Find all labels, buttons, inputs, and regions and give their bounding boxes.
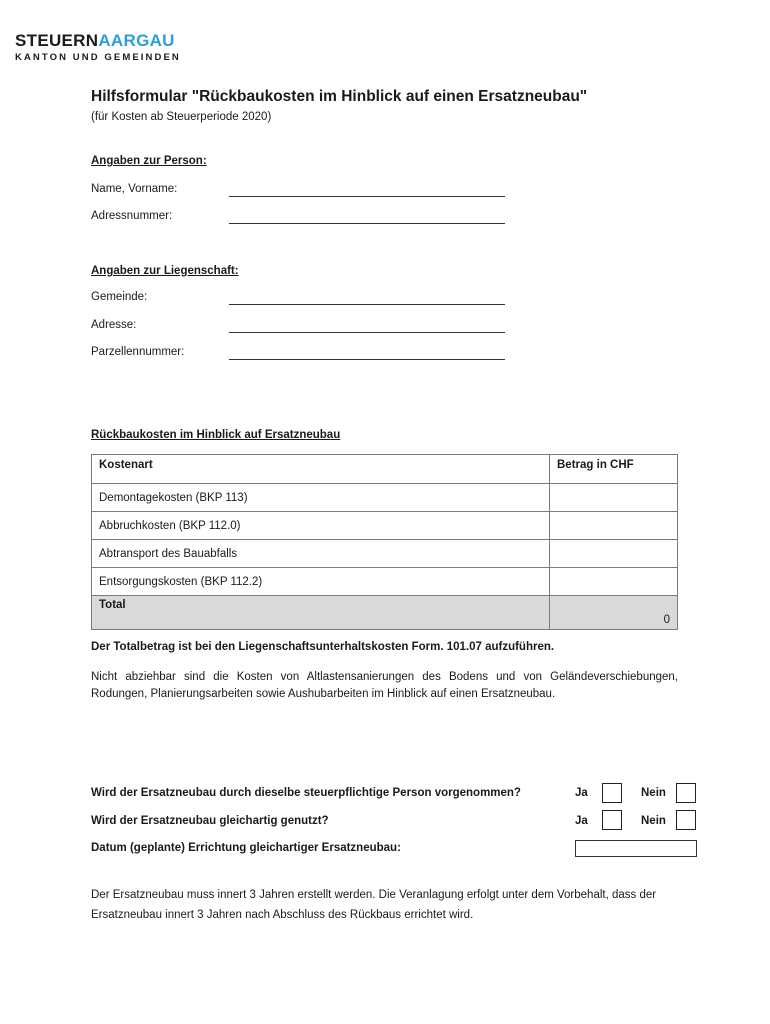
q2-yes-checkbox[interactable] [602,810,622,830]
question-date: Datum (geplante) Errichtung gleichartiger Ersatzneubau: [91,842,401,854]
name-label: Name, Vorname: [91,183,178,195]
q2-no-label: Nein [641,815,666,827]
q1-yes-label: Ja [575,787,588,799]
q2-no-checkbox[interactable] [676,810,696,830]
amount-input[interactable] [550,568,678,596]
q2-yes-label: Ja [575,815,588,827]
municipality-field[interactable] [229,304,505,305]
form-title: Hilfsformular "Rückbaukosten im Hinblick auf einen Ersatzneubau" [91,88,588,105]
table-row [92,512,678,540]
not-deductible-note: Nicht abziehbar sind die Kosten von Altlastensanierungen des Bodens und von Geländeverschiebungen, Rodungen, Planierungsarbeiten sowie Aushubarbeiten im Hinblick auf einen Ersatzneubau. [91,671,678,700]
form-subtitle: (für Kosten ab Steuerperiode 2020) [91,111,272,123]
address-number-label: Adressnummer: [91,210,173,222]
name-field[interactable] [229,196,505,197]
address-label: Adresse: [91,319,137,331]
address-field[interactable] [229,332,505,333]
row-label: Demontagekosten (BKP 113) [92,484,550,512]
footer-note: Der Ersatzneubau muss innert 3 Jahren erstellt werden. Die Veranlagung erfolgt unter dem Vorbehalt, dass der Ersatzneubau innert 3 Jahren nach Abschluss des Rückbaus errichtet wird. [91,889,657,921]
total-label: Total [92,596,550,630]
municipality-label: Gemeinde: [91,291,148,303]
table-header-row [92,455,678,484]
col-header-amount: Betrag in CHF [550,455,678,484]
q1-yes-checkbox[interactable] [602,783,622,803]
row-label: Abbruchkosten (BKP 112.0) [92,512,550,540]
total-note: Der Totalbetrag ist bei den Liegenschaftsunterhaltskosten Form. 101.07 aufzuführen. [91,641,555,653]
logo [15,32,175,50]
row-label: Abtransport des Bauabfalls [92,540,550,568]
logo-subline: KANTON UND GEMEINDEN [15,52,181,63]
logo-text-aargau: AARGAU [98,31,175,50]
costs-heading: Rückbaukosten im Hinblick auf Ersatzneubau [91,429,341,441]
logo-text-steuern: STEUERN [15,31,99,50]
q1-no-label: Nein [641,787,666,799]
total-row [92,596,678,630]
parcel-label: Parzellennummer: [91,346,185,358]
amount-input[interactable] [550,484,678,512]
date-input[interactable] [575,840,697,857]
costs-table [91,454,678,630]
q1-no-checkbox[interactable] [676,783,696,803]
col-header-type: Kostenart [92,455,550,484]
table-row [92,540,678,568]
question-same-person: Wird der Ersatzneubau durch dieselbe steuerpflichtige Person vorgenommen? [91,787,521,799]
table-row [92,568,678,596]
row-label: Entsorgungskosten (BKP 112.2) [92,568,550,596]
address-number-field[interactable] [229,223,505,224]
property-heading: Angaben zur Liegenschaft: [91,265,239,277]
parcel-field[interactable] [229,359,505,360]
table-row [92,484,678,512]
total-value: 0 [550,596,678,630]
amount-input[interactable] [550,540,678,568]
question-same-use: Wird der Ersatzneubau gleichartig genutzt? [91,815,329,827]
person-heading: Angaben zur Person: [91,155,207,167]
amount-input[interactable] [550,512,678,540]
